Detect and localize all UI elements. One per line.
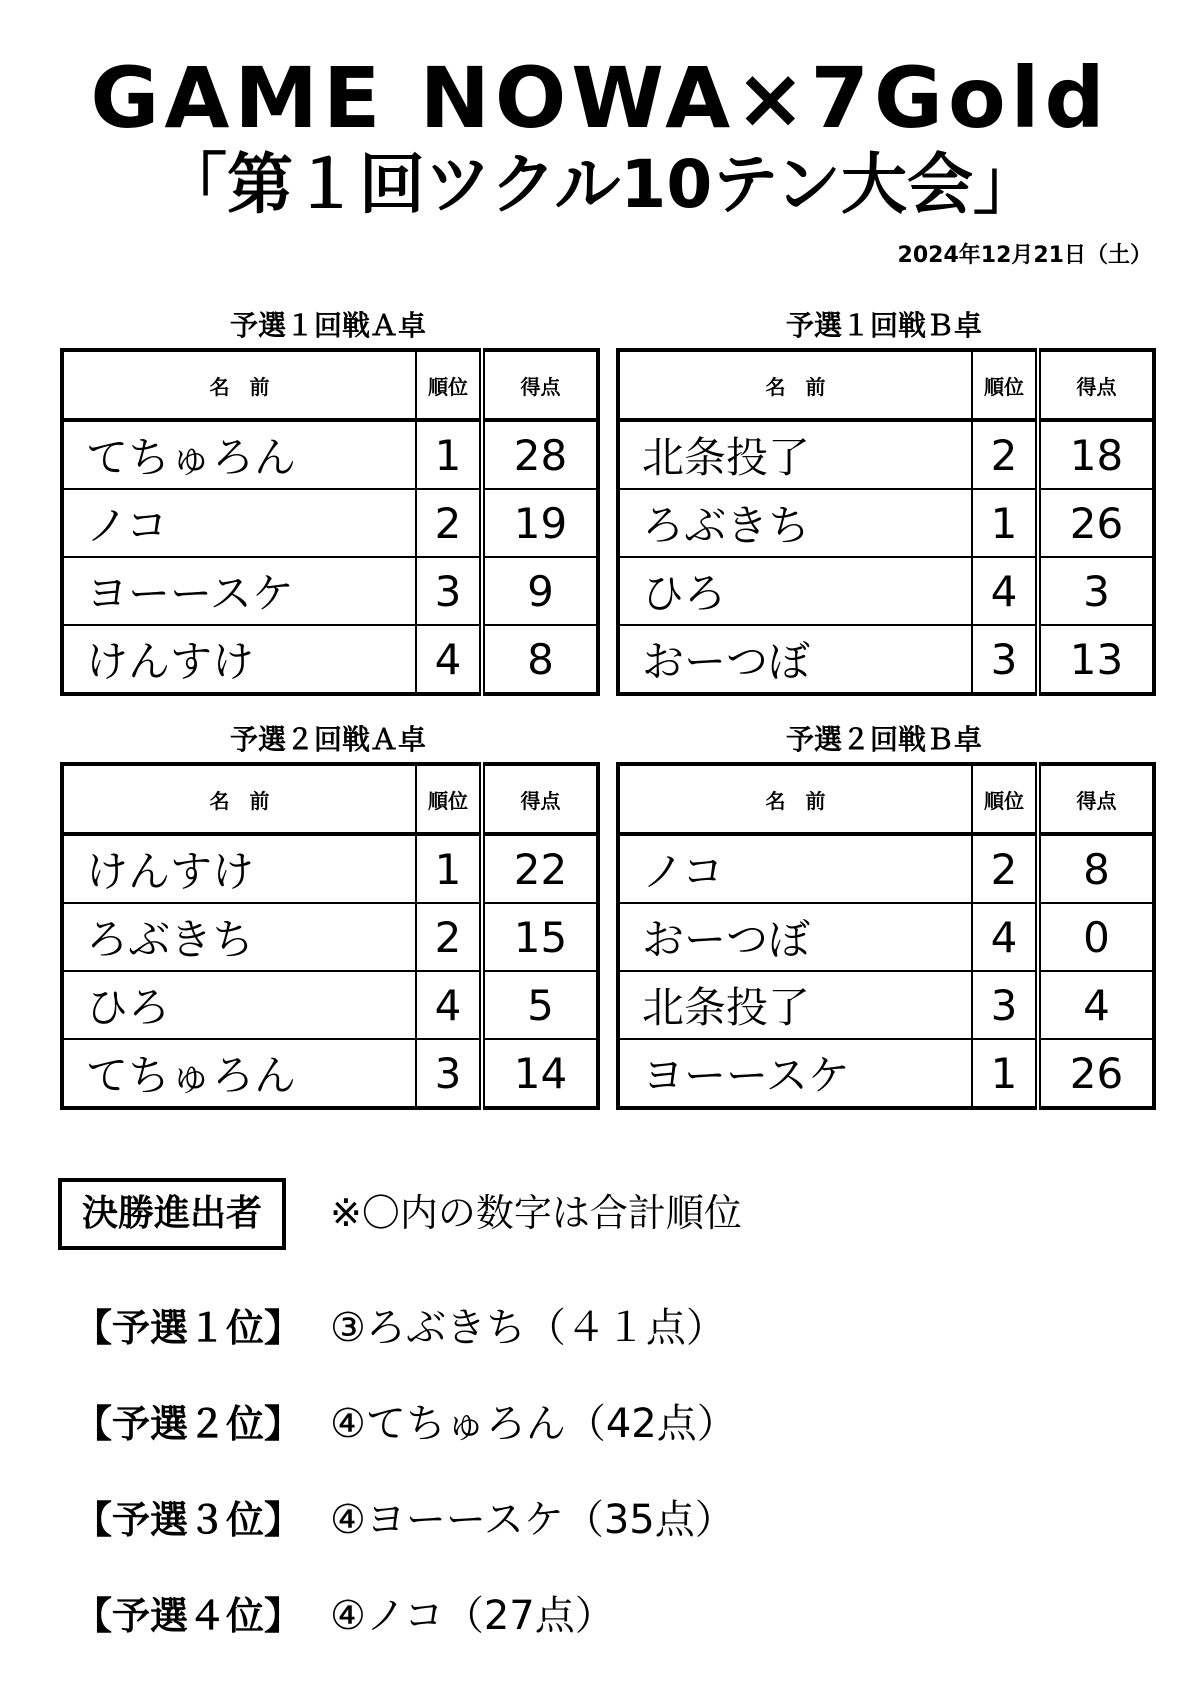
table-row — [618, 971, 1154, 1039]
player-name: 北条投了 — [618, 971, 972, 1039]
table-row — [618, 903, 1154, 971]
table-row — [62, 489, 598, 557]
player-score: 0 — [1038, 903, 1154, 971]
event-title: 「第１回ツクル10テン大会」 — [161, 146, 1039, 223]
col-header-name: 名 前 — [62, 350, 416, 420]
finalist-detail: ④てちゅろん（42点） — [330, 1401, 737, 1447]
finals-label: 決勝進出者 — [58, 1178, 286, 1250]
finals-note: ※〇内の数字は合計順位 — [330, 1191, 742, 1235]
col-header-score: 得点 — [482, 350, 598, 420]
table-row — [618, 625, 1154, 694]
finalist-detail: ③ろぶきち（４１点） — [330, 1305, 726, 1351]
table-row — [618, 420, 1154, 489]
header-row — [618, 350, 1154, 420]
col-header-rank: 順位 — [972, 764, 1038, 834]
score-table — [60, 348, 600, 696]
player-name: ひろ — [62, 971, 416, 1039]
player-score: 26 — [1038, 489, 1154, 557]
player-rank: 3 — [416, 1039, 482, 1108]
table-row — [62, 903, 598, 971]
player-rank: 1 — [972, 489, 1038, 557]
player-score: 3 — [1038, 557, 1154, 625]
player-score: 8 — [482, 625, 598, 694]
player-name: ヨーースケ — [62, 557, 416, 625]
col-header-rank: 順位 — [416, 350, 482, 420]
player-rank: 2 — [972, 834, 1038, 903]
table-row — [62, 971, 598, 1039]
table-caption: 予選１回戦Ｂ卓 — [785, 309, 982, 342]
player-rank: 3 — [972, 971, 1038, 1039]
finalist-entry — [74, 1586, 615, 1646]
table-round2-b — [613, 718, 1155, 1110]
col-header-score: 得点 — [1038, 764, 1154, 834]
player-rank: 4 — [972, 557, 1038, 625]
player-name: ノコ — [618, 834, 972, 903]
table-row — [62, 1039, 598, 1108]
finalist-entry — [74, 1490, 735, 1550]
col-header-rank: 順位 — [416, 764, 482, 834]
col-header-rank: 順位 — [972, 350, 1038, 420]
header-row — [62, 764, 598, 834]
player-score: 19 — [482, 489, 598, 557]
finalist-detail: ④ノコ（27点） — [330, 1593, 615, 1639]
player-score: 28 — [482, 420, 598, 489]
finalist-rank: 【予選３位】 — [74, 1498, 303, 1542]
finalist-rank: 【予選４位】 — [74, 1594, 303, 1638]
finalist-rank: 【予選１位】 — [74, 1306, 303, 1350]
col-header-name: 名 前 — [618, 350, 972, 420]
player-name: おーつぼ — [618, 903, 972, 971]
player-name: ろぶきち — [62, 903, 416, 971]
player-score: 5 — [482, 971, 598, 1039]
player-name: ひろ — [618, 557, 972, 625]
player-rank: 4 — [416, 971, 482, 1039]
player-score: 18 — [1038, 420, 1154, 489]
player-name: おーつぼ — [618, 625, 972, 694]
table-row — [62, 420, 598, 489]
finalist-entry — [74, 1394, 737, 1454]
table-row — [62, 834, 598, 903]
table-round1-a — [57, 304, 599, 696]
player-score: 15 — [482, 903, 598, 971]
table-round2-a — [57, 718, 599, 1110]
player-name: ヨーースケ — [618, 1039, 972, 1108]
player-name: てちゅろん — [62, 420, 416, 489]
table-caption: 予選２回戦Ａ卓 — [229, 723, 426, 756]
player-rank: 3 — [416, 557, 482, 625]
event-date: 2024年12月21日（土） — [897, 243, 1152, 268]
player-rank: 2 — [416, 489, 482, 557]
table-caption: 予選１回戦Ａ卓 — [229, 309, 426, 342]
table-row — [62, 557, 598, 625]
header-row — [62, 350, 598, 420]
player-score: 26 — [1038, 1039, 1154, 1108]
table-row — [618, 1039, 1154, 1108]
player-name: けんすけ — [62, 625, 416, 694]
player-score: 4 — [1038, 971, 1154, 1039]
table-row — [618, 557, 1154, 625]
player-rank: 1 — [972, 1039, 1038, 1108]
player-rank: 4 — [972, 903, 1038, 971]
player-score: 9 — [482, 557, 598, 625]
player-name: ろぶきち — [618, 489, 972, 557]
player-rank: 3 — [972, 625, 1038, 694]
player-name: ノコ — [62, 489, 416, 557]
player-rank: 1 — [416, 420, 482, 489]
player-rank: 4 — [416, 625, 482, 694]
table-caption: 予選２回戦Ｂ卓 — [785, 723, 982, 756]
player-name: 北条投了 — [618, 420, 972, 489]
col-header-name: 名 前 — [618, 764, 972, 834]
player-rank: 1 — [416, 834, 482, 903]
page-title: GAME NOWA×7Gold — [90, 49, 1110, 147]
score-table — [616, 762, 1156, 1110]
score-table — [60, 762, 600, 1110]
table-row — [618, 489, 1154, 557]
finalist-detail: ④ヨーースケ（35点） — [330, 1497, 735, 1543]
player-name: けんすけ — [62, 834, 416, 903]
header-row — [618, 764, 1154, 834]
score-table — [616, 348, 1156, 696]
player-score: 14 — [482, 1039, 598, 1108]
player-name: てちゅろん — [62, 1039, 416, 1108]
player-score: 13 — [1038, 625, 1154, 694]
player-score: 22 — [482, 834, 598, 903]
col-header-score: 得点 — [482, 764, 598, 834]
table-row — [618, 834, 1154, 903]
table-round1-b — [613, 304, 1155, 696]
finalist-rank: 【予選２位】 — [74, 1402, 303, 1446]
player-score: 8 — [1038, 834, 1154, 903]
player-rank: 2 — [972, 420, 1038, 489]
col-header-score: 得点 — [1038, 350, 1154, 420]
finalist-entry — [74, 1298, 726, 1358]
table-row — [62, 625, 598, 694]
col-header-name: 名 前 — [62, 764, 416, 834]
player-rank: 2 — [416, 903, 482, 971]
